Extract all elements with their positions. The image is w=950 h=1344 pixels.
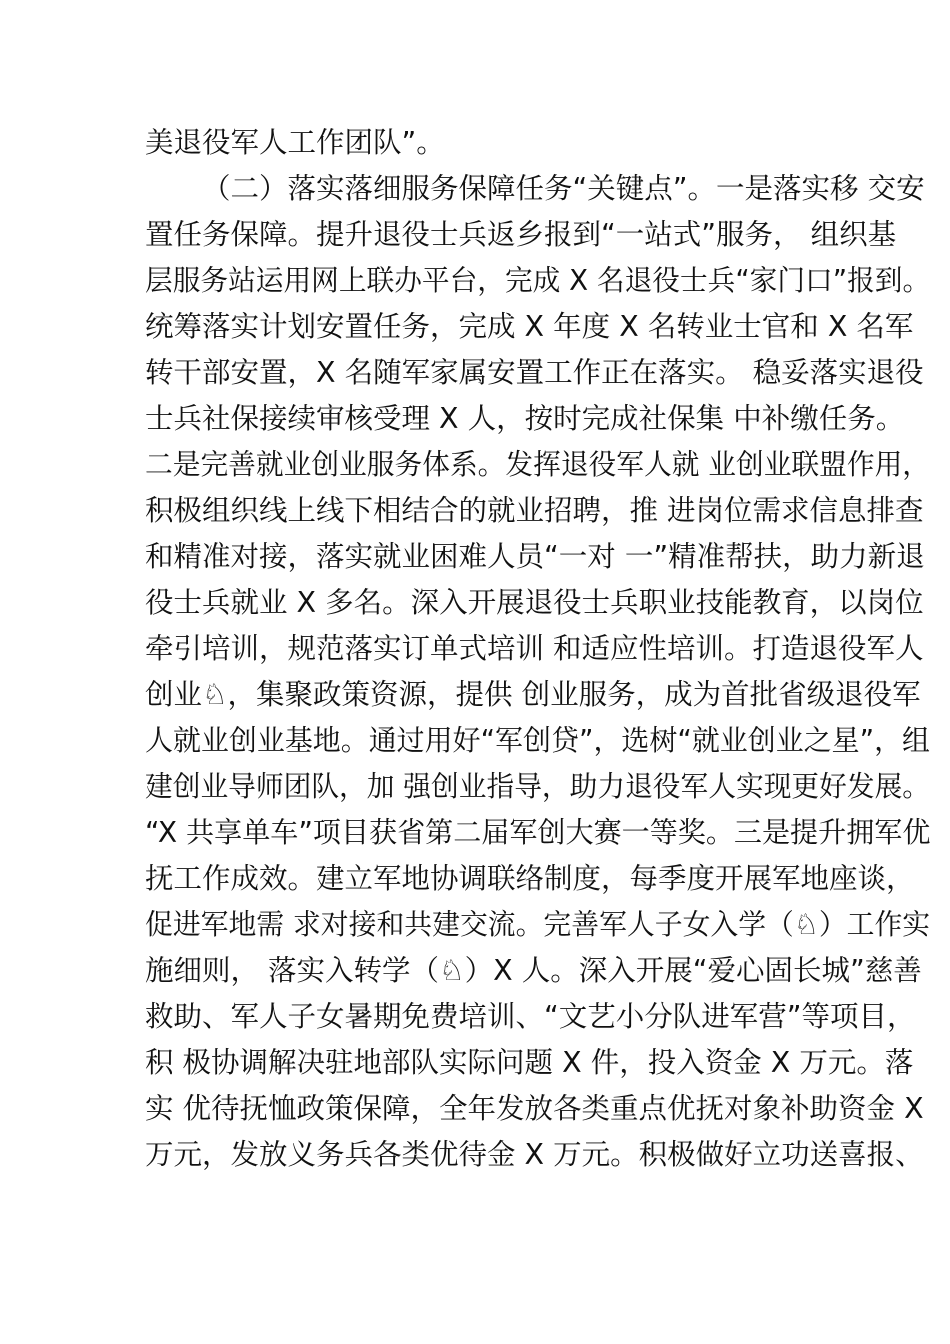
text-line: 积 极协调解决驻地部队实际问题 X 件，投入资金 X 万元。落 bbox=[145, 1046, 914, 1079]
text-line: 创业♘，集聚政策资源，提供 创业服务，成为首批省级退役军 bbox=[145, 678, 921, 711]
text-line: 役士兵就业 X 多名。深入开展退役士兵职业技能教育，以岗位 bbox=[145, 586, 924, 619]
text-line: 救助、军人子女暑期免费培训、“文艺小分队进军营”等项目， bbox=[145, 1000, 916, 1033]
text-line: 牵引培训，规范落实订单式培训 和适应性培训。打造退役军人 bbox=[145, 632, 924, 665]
text-line: 士兵社保接续审核受理 X 人，按时完成社保集 中补缴任务。 bbox=[145, 402, 905, 435]
text-line: “X 共享单车”项目获省第二届军创大赛一等奖。三是提升拥军优 bbox=[145, 816, 931, 849]
text-line: 转干部安置，X 名随军家属安置工作正在落实。 稳妥落实退役 bbox=[145, 356, 924, 389]
text-line: 和精准对接，落实就业困难人员“一对 一”精准帮扶，助力新退 bbox=[145, 540, 925, 573]
text-line: 人就业创业基地。通过用好“军创贷”，选树“就业创业之星”，组 bbox=[145, 724, 931, 757]
text-line: 实 优待抚恤政策保障，全年发放各类重点优抚对象补助资金 X bbox=[145, 1092, 924, 1125]
text-line: （二）落实落细服务保障任务“关键点”。一是落实移 交安 bbox=[202, 172, 925, 205]
text-line: 建创业导师团队，加 强创业指导，助力退役军人实现更好发展。 bbox=[145, 770, 931, 803]
text-line: 万元，发放义务兵各类优待金 X 万元。积极做好立功送喜报、 bbox=[145, 1138, 924, 1171]
text-line: 美退役军人工作团队”。 bbox=[145, 126, 445, 159]
text-line: 施细则， 落实入转学（♘）X 人。深入开展“爱心固长城”慈善 bbox=[145, 954, 922, 987]
text-line: 促进军地需 求对接和共建交流。完善军人子女入学（♘）工作实 bbox=[145, 908, 931, 941]
text-line: 二是完善就业创业服务体系。发挥退役军人就 业创业联盟作用， bbox=[145, 448, 931, 481]
text-line: 置任务保障。提升退役士兵返乡报到“一站式”服务， 组织基 bbox=[145, 218, 897, 251]
text-line: 统筹落实计划安置任务，完成 X 年度 X 名转业士官和 X 名军 bbox=[145, 310, 914, 343]
text-line: 积极组织线上线下相结合的就业招聘，推 进岗位需求信息排查 bbox=[145, 494, 924, 527]
text-line: 抚工作成效。建立军地协调联络制度，每季度开展军地座谈， bbox=[145, 862, 915, 895]
text-line: 层服务站运用网上联办平台，完成 X 名退役士兵“家门口”报到。 bbox=[145, 264, 931, 297]
